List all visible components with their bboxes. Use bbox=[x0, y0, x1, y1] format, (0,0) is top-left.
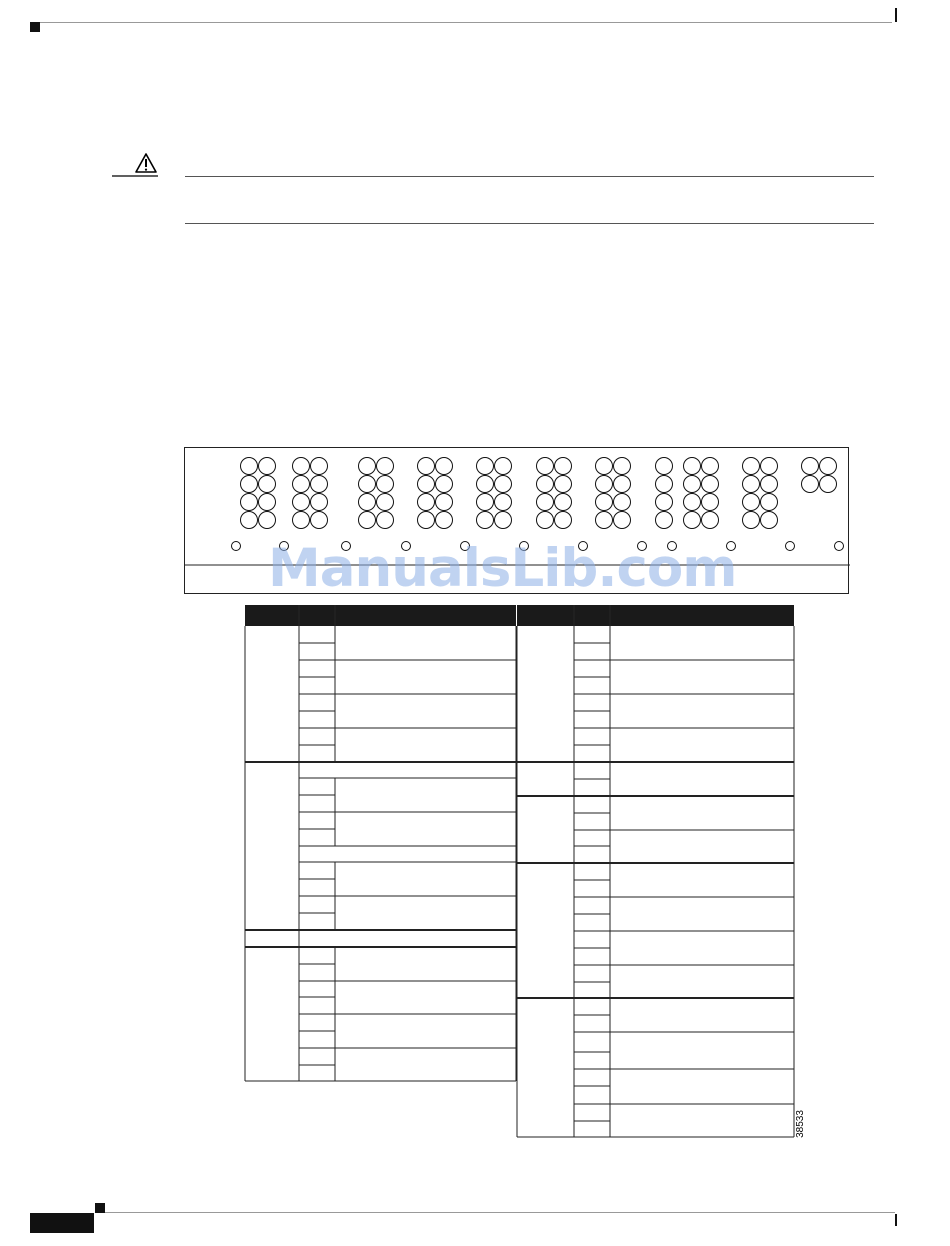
figure-number: 38533 bbox=[795, 1110, 806, 1138]
watermark: ManualsLib.com bbox=[268, 538, 737, 599]
table-header bbox=[245, 605, 516, 626]
table-header bbox=[517, 605, 794, 626]
